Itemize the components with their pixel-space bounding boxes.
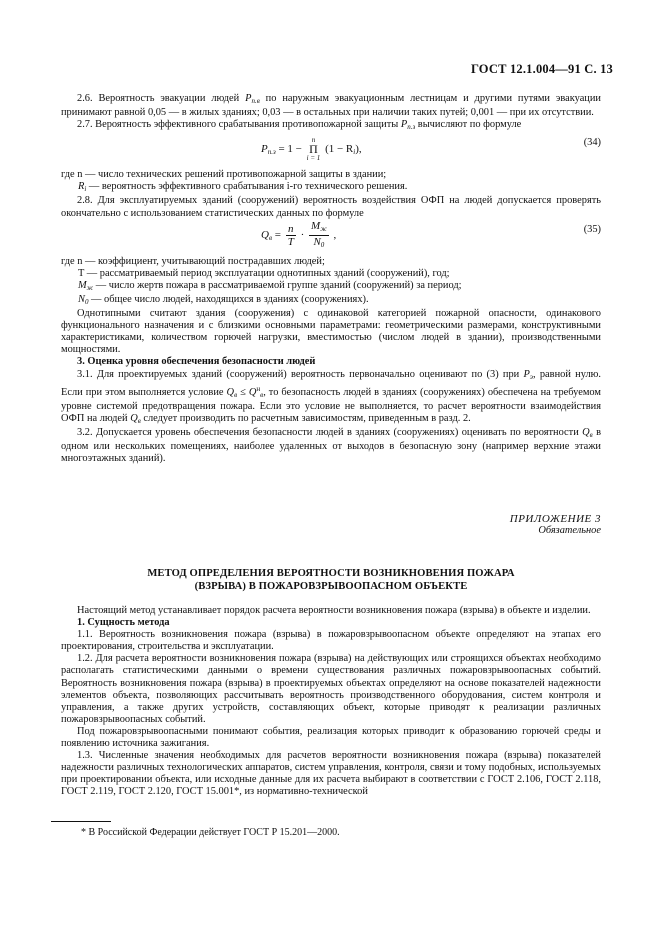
formula-34-expression: $P_{п.з} = 1$ − n Π i = 1 $(1 - R_i)$, [261,136,362,163]
appendix-status: Обязательное [538,525,601,536]
formula-35-number: (35) [583,223,601,235]
paragraph-intro: Настоящий метод устанавливает порядок расчета вероятности возникновения пожара (взрыва) в объекте и изделии. [77,605,591,616]
paragraph-2-7: 2.7. Вероятность эффективного срабатывания противопожарной защиты $P_{п.з}$ вычисляют по формуле [77,119,522,132]
paragraph-2-8: 2.8. Для эксплуатируемых зданий (сооружений) вероятность воздействия ОФП на людей допускается проверять окончательно с использованием статистических данных по формуле [61,195,601,219]
paragraph-2-6: 2.6. Вероятность эвакуации людей $P_{п.в}$ по наружным эвакуационным лестницам и другими путями эвакуации принимают равной 0,05 — в жилых зданиях; 0,03 — в остальных при наличии таких путей; 0,001 — при их отсутствии. [61,93,601,119]
product-operator: n Π i = 1 [306,136,321,163]
section-2-continuation [61,93,601,465]
formula-35 [61,220,601,256]
fraction-n-over-t: $\frac{n}{T}$ [287,222,294,248]
formula-34-number: (34) [583,137,601,149]
formula-34 [61,133,601,169]
running-header: ГОСТ 12.1.004—91 С. 13 [470,62,613,76]
paragraph-3-1: 3.1. Для проектируемых зданий (сооружений) вероятность первоначально оценивают по (3) при $P_э$, равной нулю. Если при этом выполняется условие $Q_в \le Q^н_в$, то безопасность людей в зданиях (сооружениях) обеспечена на требуемом уровне системой предотвращения пожара. Если это условие не выполняется, то расчет вероятности взаимодействия ОФП на людей $Q_в$ следует производить по расчетным зависимостям, приведенным в разд. 2. [61,368,601,425]
method-title: МЕТОД ОПРЕДЕЛЕНИЯ ВЕРОЯТНОСТИ ВОЗНИКНОВЕНИЯ ПОЖАРА (ВЗРЫВА) В ПОЖАРОВЗРЫВООПАСНОМ ОБЪЕКТЕ [147,568,515,592]
where-35-n: где n — коэффициент, учитывающий пострадавших людей; [61,255,325,267]
where-34-n: где n — число технических решений противопожарной защиты в здании; [61,169,387,181]
appendix-3-body [61,605,601,799]
appendix-label [510,513,601,537]
paragraph-hazard-events: Под пожаровзрывоопасными понимают события, реализация которых приводит к образованию горючей среды и появлению источника зажигания. [61,725,601,750]
fraction-m-over-n0: $\frac{M_ж}{N_0}$ [311,219,327,249]
where-35-n0: $N_0$ — общее число людей, находящихся в зданиях (сооружениях). [78,293,369,306]
paragraph-1-1: 1.1. Вероятность возникновения пожара (взрыва) в пожаровзрывоопасном объекте определяют на этапах его проектирования, строительства и эксплуатации. [61,629,601,653]
heading-section-3: 3. Оценка уровня обеспечения безопасности людей [77,356,316,368]
footnote: * В Российской Федерации действует ГОСТ Р 15.201—2000. [81,827,340,838]
footnote-rule [51,821,111,822]
formula-35-expression: $Q_в$ = $\frac{n}{T}$ · $\frac{M_ж}{N_0}$ , [261,219,337,249]
paragraph-similar-buildings: Однотипными считают здания (сооружения) с одинаковой категорией пожарной опасности, одинакового функционального назначения и с близкими основными параметрами: геометрическими размерами, конструктивными характеристиками, количеством горючей нагрузки, вместимостью (числом людей в здании), производственными мощностями. [61,308,601,356]
heading-method-essence: 1. Сущность метода [77,617,170,629]
appendix-title: ПРИЛОЖЕНИЕ 3 [509,513,601,525]
paragraph-3-2: 3.2. Допускается уровень обеспечения безопасности людей в зданиях (сооружениях) оценивать по вероятности $Q_в$ в одном или нескольких помещениях, наиболее удаленных от выходов в безопасную зону (например верхние этажи многоэтажных зданий). [61,426,601,465]
where-35-t: T — рассматриваемый период эксплуатации однотипных зданий (сооружений), год; [78,267,450,279]
paragraph-1-2: 1.2. Для расчета вероятности возникновения пожара (взрыва) на действующих или строящихся объектах необходимо располагать статистическими данными о времени существования различных пожаровзрывоопасных событий. Вероятность возникновения пожара (взрыва) в проектируемых объектах определяют на основе показателей надежности элементов объекта, позволяющих рассчитывать вероятность производственного оборудования, систем контроля и управления, а также других устройств, составляющих объект, которые приводят к реализации различных пожаровзрывоопасных событий. [61,653,601,725]
paragraph-1-3: 1.3. Численные значения необходимых для расчетов вероятности возникновения пожара (взрыва) показателей надежности различных технологических аппаратов, систем управления, контроля, связи и тому подобных, используемых при проектировании объекта, или исходные данные для их расчета выбирают в соответствии с ГОСТ 2.106, ГОСТ 2.118, ГОСТ 2.119, ГОСТ 2.120, ГОСТ 15.001*, из нормативно-технической [61,750,601,798]
where-34-r: $R_i$ — вероятность эффективного срабатывания i-го технического решения. [78,181,408,194]
where-35-m: $M_ж$ — число жертв пожара в рассматриваемой группе зданий (сооружений) за период; [78,279,462,292]
